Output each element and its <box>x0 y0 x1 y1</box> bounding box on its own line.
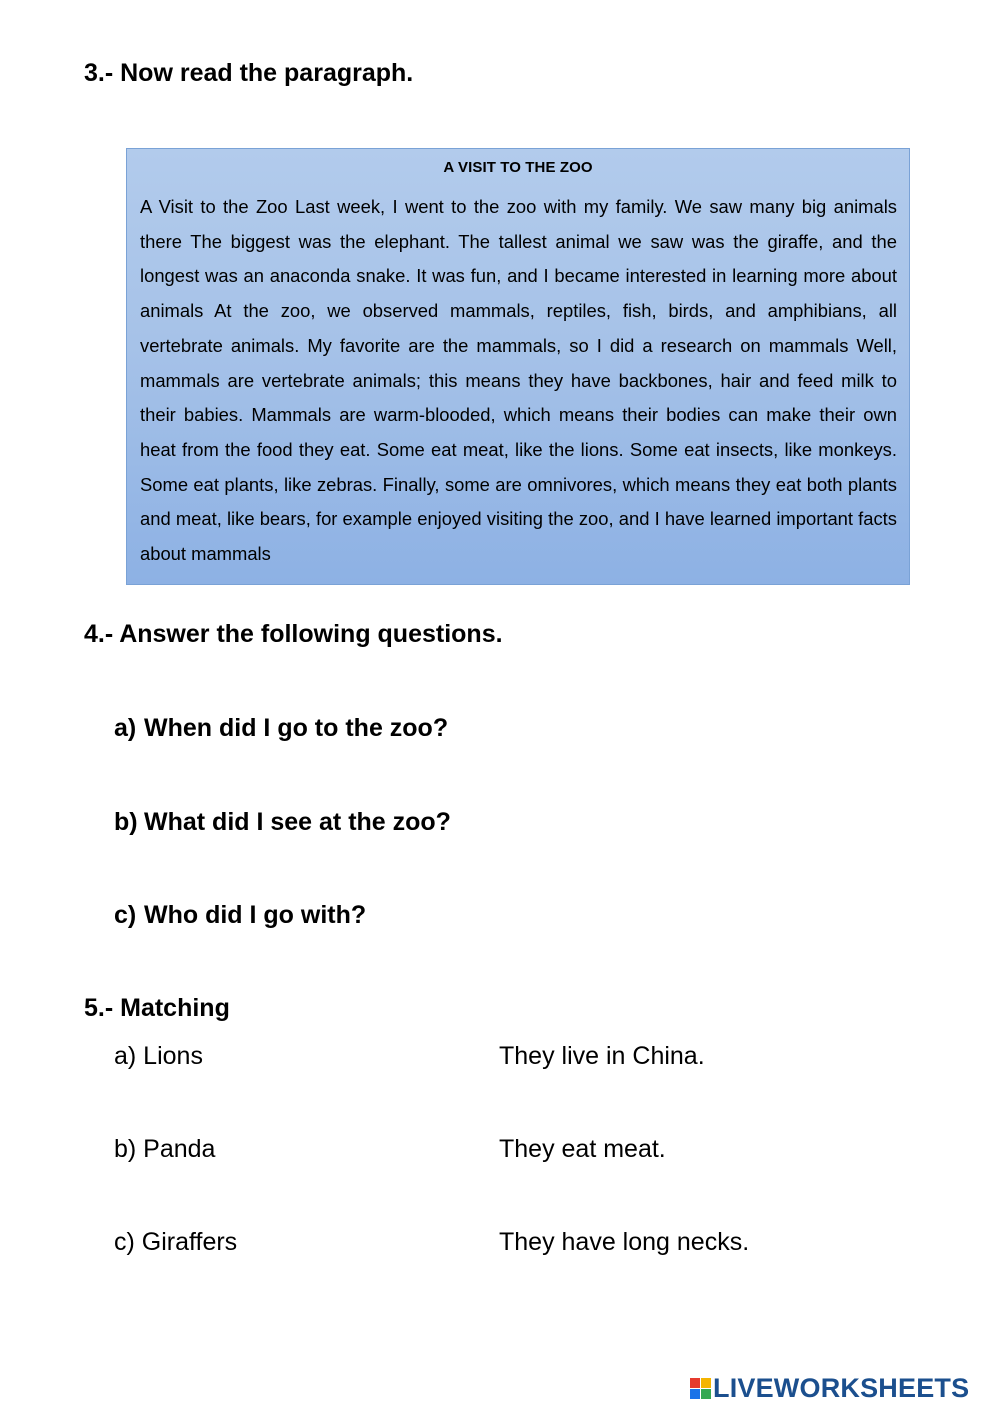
question-b <box>114 808 451 837</box>
logo-square <box>690 1378 700 1388</box>
logo-squares-icon <box>690 1378 711 1399</box>
passage-box <box>126 148 910 585</box>
question-c <box>114 901 366 930</box>
question-text: When did I go to the zoo? <box>144 714 449 742</box>
matching-right-item[interactable]: They have long necks. <box>499 1228 750 1256</box>
logo-text: LIVEWORKSHEETS <box>713 1372 970 1403</box>
question-text: What did I see at the zoo? <box>144 808 451 836</box>
matching-section-heading: 5.- Matching <box>84 994 230 1022</box>
question-text: Who did I go with? <box>144 901 367 929</box>
reading-section-heading: 3.- Now read the paragraph. <box>84 59 414 87</box>
questions-section-heading: 4.- Answer the following questions. <box>84 620 503 648</box>
logo-square <box>701 1378 711 1388</box>
question-letter: b) <box>114 808 138 836</box>
logo-square <box>690 1389 700 1399</box>
matching-right-item[interactable]: They eat meat. <box>499 1135 666 1163</box>
matching-right-item[interactable]: They live in China. <box>499 1042 705 1070</box>
passage-title: A VISIT TO THE ZOO <box>443 159 593 176</box>
matching-left-item[interactable]: a) Lions <box>114 1042 203 1070</box>
question-letter: c) <box>114 901 137 929</box>
logo-square <box>701 1389 711 1399</box>
question-a <box>114 714 448 743</box>
question-letter: a) <box>114 714 137 742</box>
liveworksheets-logo <box>690 1373 969 1403</box>
matching-left-item[interactable]: b) Panda <box>114 1135 216 1163</box>
matching-left-item[interactable]: c) Giraffers <box>114 1228 238 1256</box>
passage-text: A Visit to the Zoo Last week, I went to the zoo with my family. We saw many big animals there The biggest was the elephant. The tallest animal we saw was the giraffe, and the longest was an anaconda snake. It was fun, and I became interested in learning more about animals At the zoo, we observed mammals, reptiles, fish, birds, and amphibians, all vertebrate animals. My favorite are the mammals, so I did a research on mammals Well, mammals are vertebrate animals; this means they have backbones, hair and feed milk to their babies. Mammals are warm-blooded, which means their bodies can make their own heat from the food they eat. Some eat meat, like the lions. Some eat insects, like monkeys. Some eat plants, like zebras. Finally, some are omnivores, which means they eat both plants and meat, like bears, for example enjoyed visiting the zoo, and I have learned important facts about mammals <box>140 196 897 565</box>
